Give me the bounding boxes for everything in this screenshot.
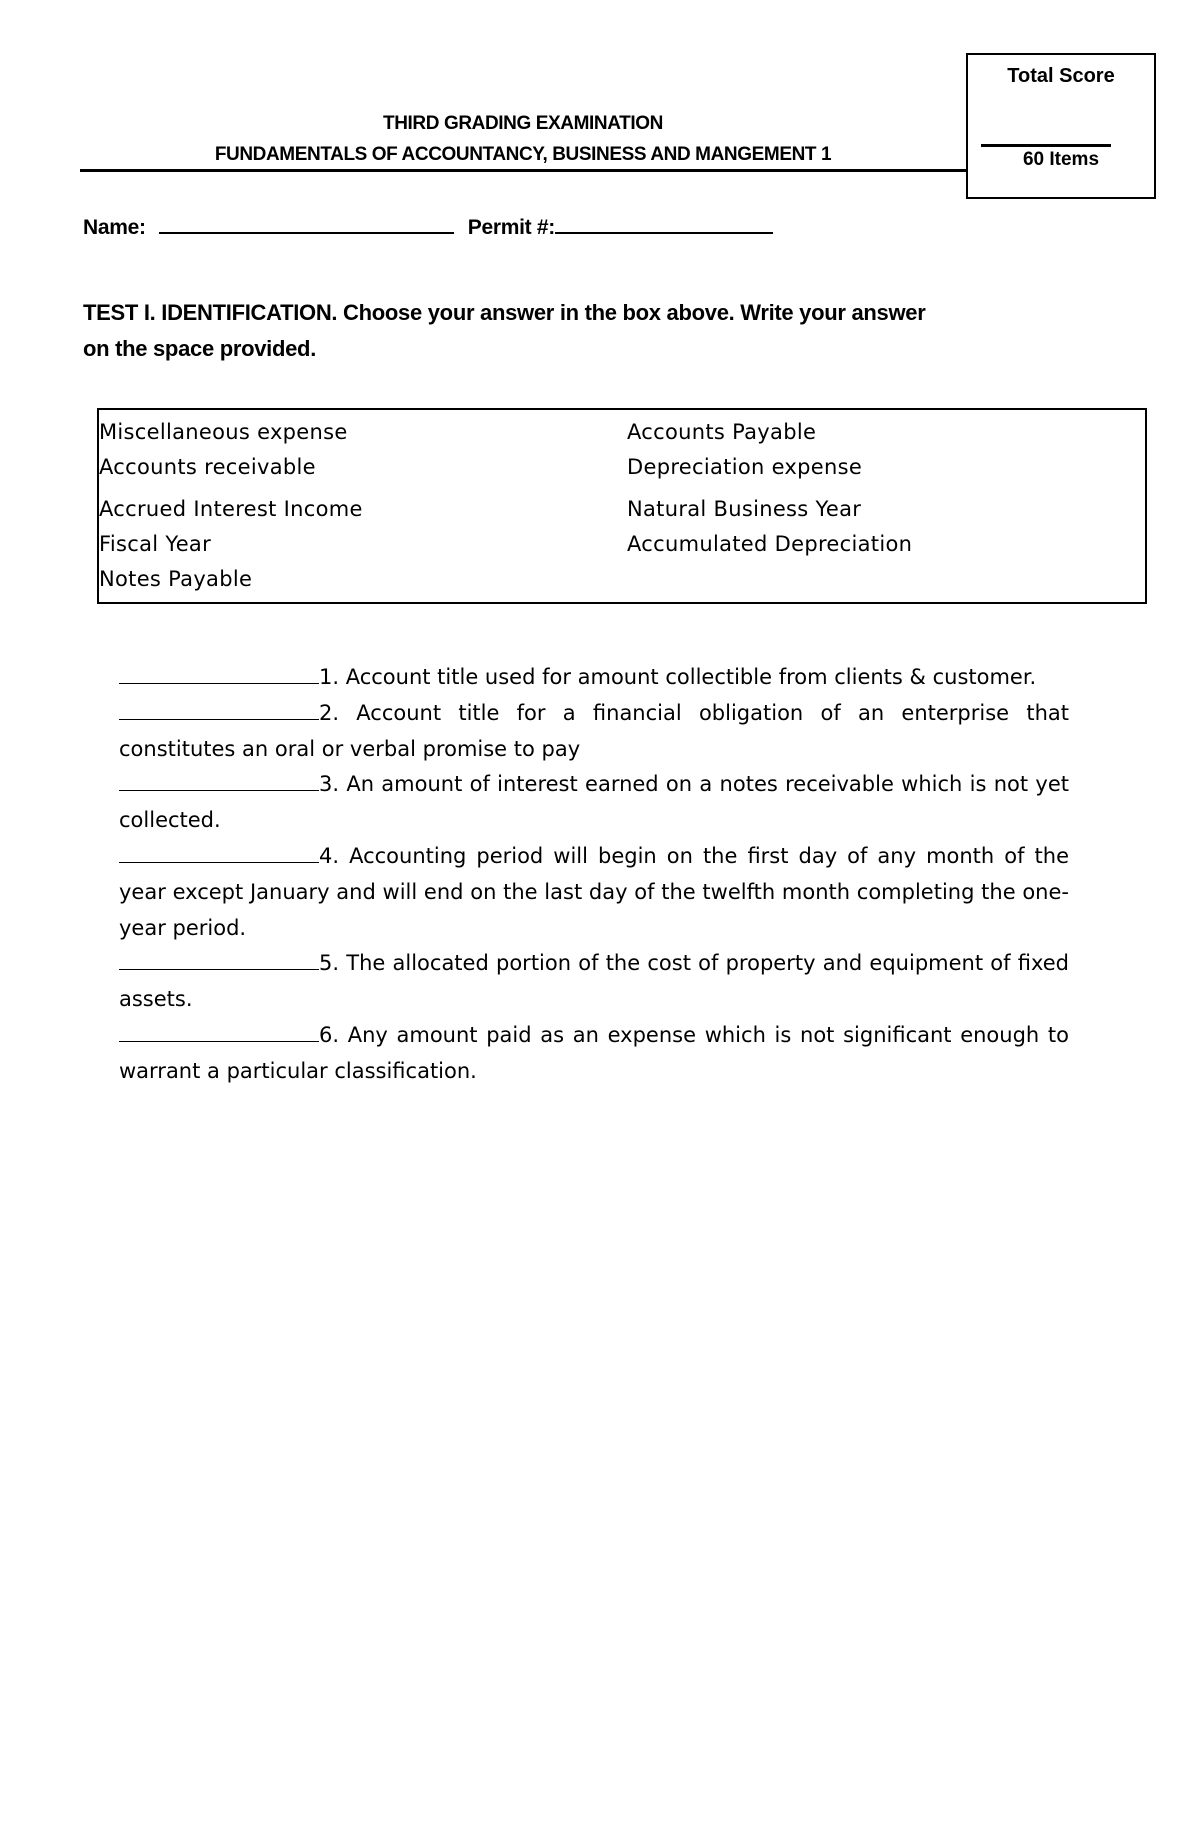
exam-header: [80, 108, 966, 170]
question-item: [119, 696, 1069, 768]
question-text: 5. The allocated portion of the cost of property and equipment of fixed assets.: [119, 951, 1069, 1012]
exam-title: THIRD GRADING EXAMINATION: [383, 113, 663, 134]
permit-label: Permit #:: [467, 216, 555, 239]
choice-item: Accounts receivable: [99, 455, 316, 479]
choice-item: Miscellaneous expense: [99, 420, 348, 444]
total-items-label: 60 Items: [1022, 149, 1100, 170]
exam-subject: FUNDAMENTALS OF ACCOUNTANCY, BUSINESS AND MANGEMENT 1: [214, 144, 832, 165]
header-divider: [80, 169, 966, 172]
choice-item: Natural Business Year: [627, 497, 862, 521]
question-text: 2. Account title for a financial obligation of an enterprise that constitutes an oral or verbal promise to pay: [119, 700, 1069, 761]
answer-blank[interactable]: [119, 697, 319, 720]
test-heading-line-2: on the space provided.: [83, 336, 317, 361]
answer-blank[interactable]: [119, 768, 319, 791]
test-heading-line-1: TEST I. IDENTIFICATION. Choose your answer in the box above. Write your answer: [83, 300, 926, 325]
choice-item: Fiscal Year: [99, 532, 212, 556]
answer-blank[interactable]: [119, 1019, 319, 1042]
identification-items: [119, 660, 1069, 1090]
question-text: 1. Account title used for amount collectible from clients & customer.: [319, 665, 1037, 689]
answer-choices-box: [97, 408, 1147, 604]
question-item: [119, 839, 1069, 946]
test-instructions: [83, 295, 1083, 367]
choice-item: Accounts Payable: [627, 420, 817, 444]
answer-blank[interactable]: [119, 661, 319, 684]
question-item: [119, 767, 1069, 839]
score-write-line[interactable]: [981, 144, 1111, 147]
answer-blank[interactable]: [119, 947, 319, 970]
choice-item: Notes Payable: [99, 567, 253, 591]
name-blank[interactable]: [159, 214, 454, 234]
student-info-row: [83, 214, 773, 240]
choice-item: Accrued Interest Income: [99, 497, 363, 521]
choice-item: Accumulated Depreciation: [627, 532, 913, 556]
permit-blank[interactable]: [555, 214, 773, 234]
answer-blank[interactable]: [119, 840, 319, 863]
question-item: [119, 660, 1069, 696]
question-text: 3. An amount of interest earned on a notes receivable which is not yet collected.: [119, 772, 1069, 833]
question-item: [119, 1018, 1069, 1090]
name-label: Name:: [83, 216, 146, 239]
question-item: [119, 946, 1069, 1018]
total-score-box: [966, 53, 1156, 199]
choice-item: Depreciation expense: [627, 455, 863, 479]
question-text: 6. Any amount paid as an expense which is not significant enough to warrant a particular classification.: [119, 1022, 1069, 1083]
question-text: 4. Accounting period will begin on the first day of any month of the year except January and will end on the last day of the twelfth month completing the one-year period.: [119, 843, 1069, 940]
total-score-label: Total Score: [1007, 65, 1115, 87]
